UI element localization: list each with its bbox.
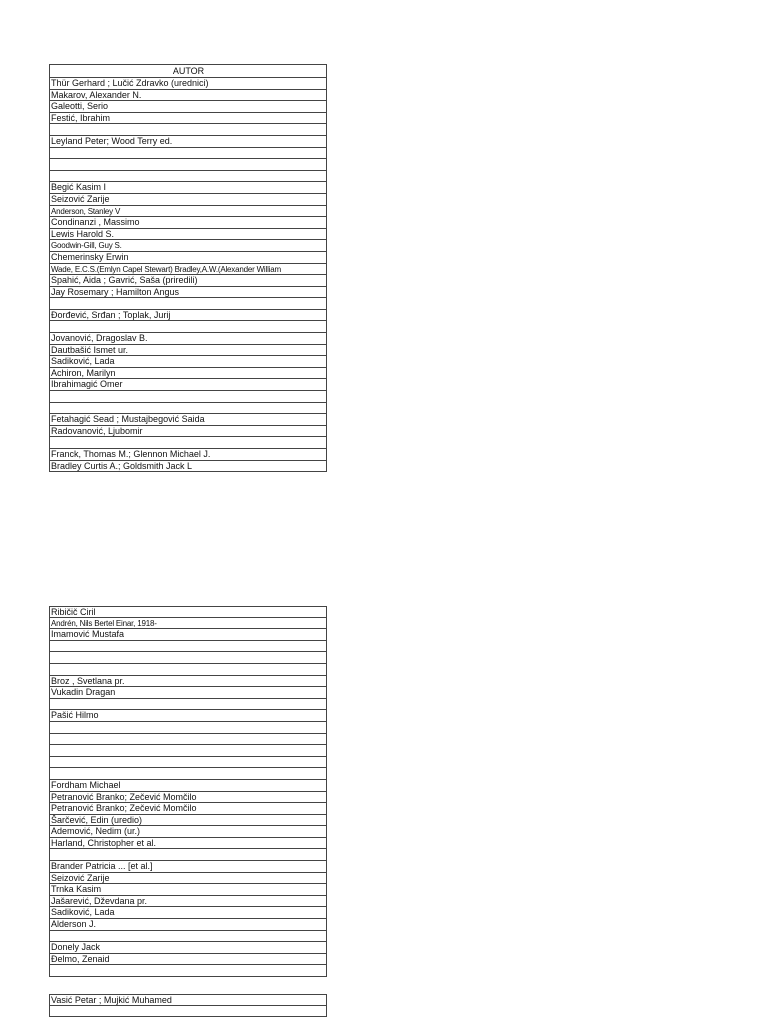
table-row: Seizović Zarije	[49, 873, 327, 885]
table-row	[49, 403, 327, 415]
table-row	[49, 171, 327, 183]
table-row	[49, 734, 327, 746]
author-table-2	[49, 606, 327, 977]
author-table-3	[49, 994, 327, 1017]
table-row: Goodwin-Gill, Guy S.	[49, 240, 327, 252]
table-row	[49, 664, 327, 676]
table-row	[49, 745, 327, 757]
table-row	[49, 768, 327, 780]
table-row	[49, 321, 327, 333]
table-row: Ibrahimagić Omer	[49, 379, 327, 391]
table-row: Radovanović, Ljubomir	[49, 426, 327, 438]
table-row: Spahić, Aida ; Gavrić, Saša (priredili)	[49, 275, 327, 287]
table-row: Galeotti, Serio	[49, 101, 327, 113]
table-row: Lewis Harold S.	[49, 229, 327, 241]
table-row: Leyland Peter; Wood Terry ed.	[49, 136, 327, 148]
table-row	[49, 652, 327, 664]
table-row: Jašarević, Dževdana pr.	[49, 896, 327, 908]
table-row: Harland, Christopher et al.	[49, 838, 327, 850]
table-row	[49, 298, 327, 310]
table-row: Wade, E.C.S.(Emlyn Capel Stewart) Bradley,A.W.(Alexander William	[49, 264, 327, 276]
table-row: Pašić Hilmo	[49, 710, 327, 722]
table-row	[49, 849, 327, 861]
table-row: Šarčević, Edin (uredio)	[49, 815, 327, 827]
table-row: Imamović Mustafa	[49, 629, 327, 641]
table-row: Brander Patricia ... [et al.]	[49, 861, 327, 873]
table-row: Franck, Thomas M.; Glennon Michael J.	[49, 449, 327, 461]
table-row	[49, 931, 327, 943]
table-row	[49, 437, 327, 449]
table-row: Anderson, Stanley V	[49, 206, 327, 218]
table-row: Makarov, Alexander N.	[49, 90, 327, 102]
table-row: Ribičič Ciril	[49, 606, 327, 618]
table-row: Jovanović, Dragoslav B.	[49, 333, 327, 345]
table-row: Vasić Petar ; Mujkić Muhamed	[49, 994, 327, 1006]
table-row: Andrén, Nils Bertel Einar, 1918-	[49, 618, 327, 630]
table-row	[49, 641, 327, 653]
table-row: Begić Kasim I	[49, 182, 327, 194]
table-row: Seizović Zarije	[49, 194, 327, 206]
table-row: Sadiković, Lada	[49, 907, 327, 919]
table-row: Bradley Curtis A.; Goldsmith Jack L	[49, 461, 327, 473]
table-row: Festić, Ibrahim	[49, 113, 327, 125]
table-row: Ademović, Nedim (ur.)	[49, 826, 327, 838]
column-header-autor: AUTOR	[49, 64, 327, 78]
table-row: Fordham Michael	[49, 780, 327, 792]
table-row	[49, 722, 327, 734]
table-row: Thür Gerhard ; Lučić Zdravko (urednici)	[49, 78, 327, 90]
table-row	[49, 1006, 327, 1018]
author-table-1	[49, 64, 327, 472]
table-row: Broz , Svetlana pr.	[49, 676, 327, 688]
table-row	[49, 148, 327, 160]
table-row: Đelmo, Zenaid	[49, 954, 327, 966]
table-row: Alderson J.	[49, 919, 327, 931]
table-row: Petranović Branko; Zečević Momčilo	[49, 803, 327, 815]
table-row: Trnka Kasim	[49, 884, 327, 896]
table-row	[49, 965, 327, 977]
table-row	[49, 391, 327, 403]
table-row: Achiron, Marilyn	[49, 368, 327, 380]
table-row: Condinanzi , Massimo	[49, 217, 327, 229]
table-row	[49, 159, 327, 171]
table-row: Đorđević, Srđan ; Toplak, Jurij	[49, 310, 327, 322]
table-row: Donely Jack	[49, 942, 327, 954]
table-row	[49, 124, 327, 136]
table-row: Vukadin Dragan	[49, 687, 327, 699]
table-row	[49, 757, 327, 769]
table-row: Fetahagić Sead ; Mustajbegović Saida	[49, 414, 327, 426]
table-row: Dautbašić Ismet ur.	[49, 345, 327, 357]
table-row: Sadiković, Lada	[49, 356, 327, 368]
table-row: Jay Rosemary ; Hamilton Angus	[49, 287, 327, 299]
table-row	[49, 699, 327, 711]
table-row: Chemerinsky Erwin	[49, 252, 327, 264]
table-row: Petranović Branko; Zečević Momčilo	[49, 792, 327, 804]
